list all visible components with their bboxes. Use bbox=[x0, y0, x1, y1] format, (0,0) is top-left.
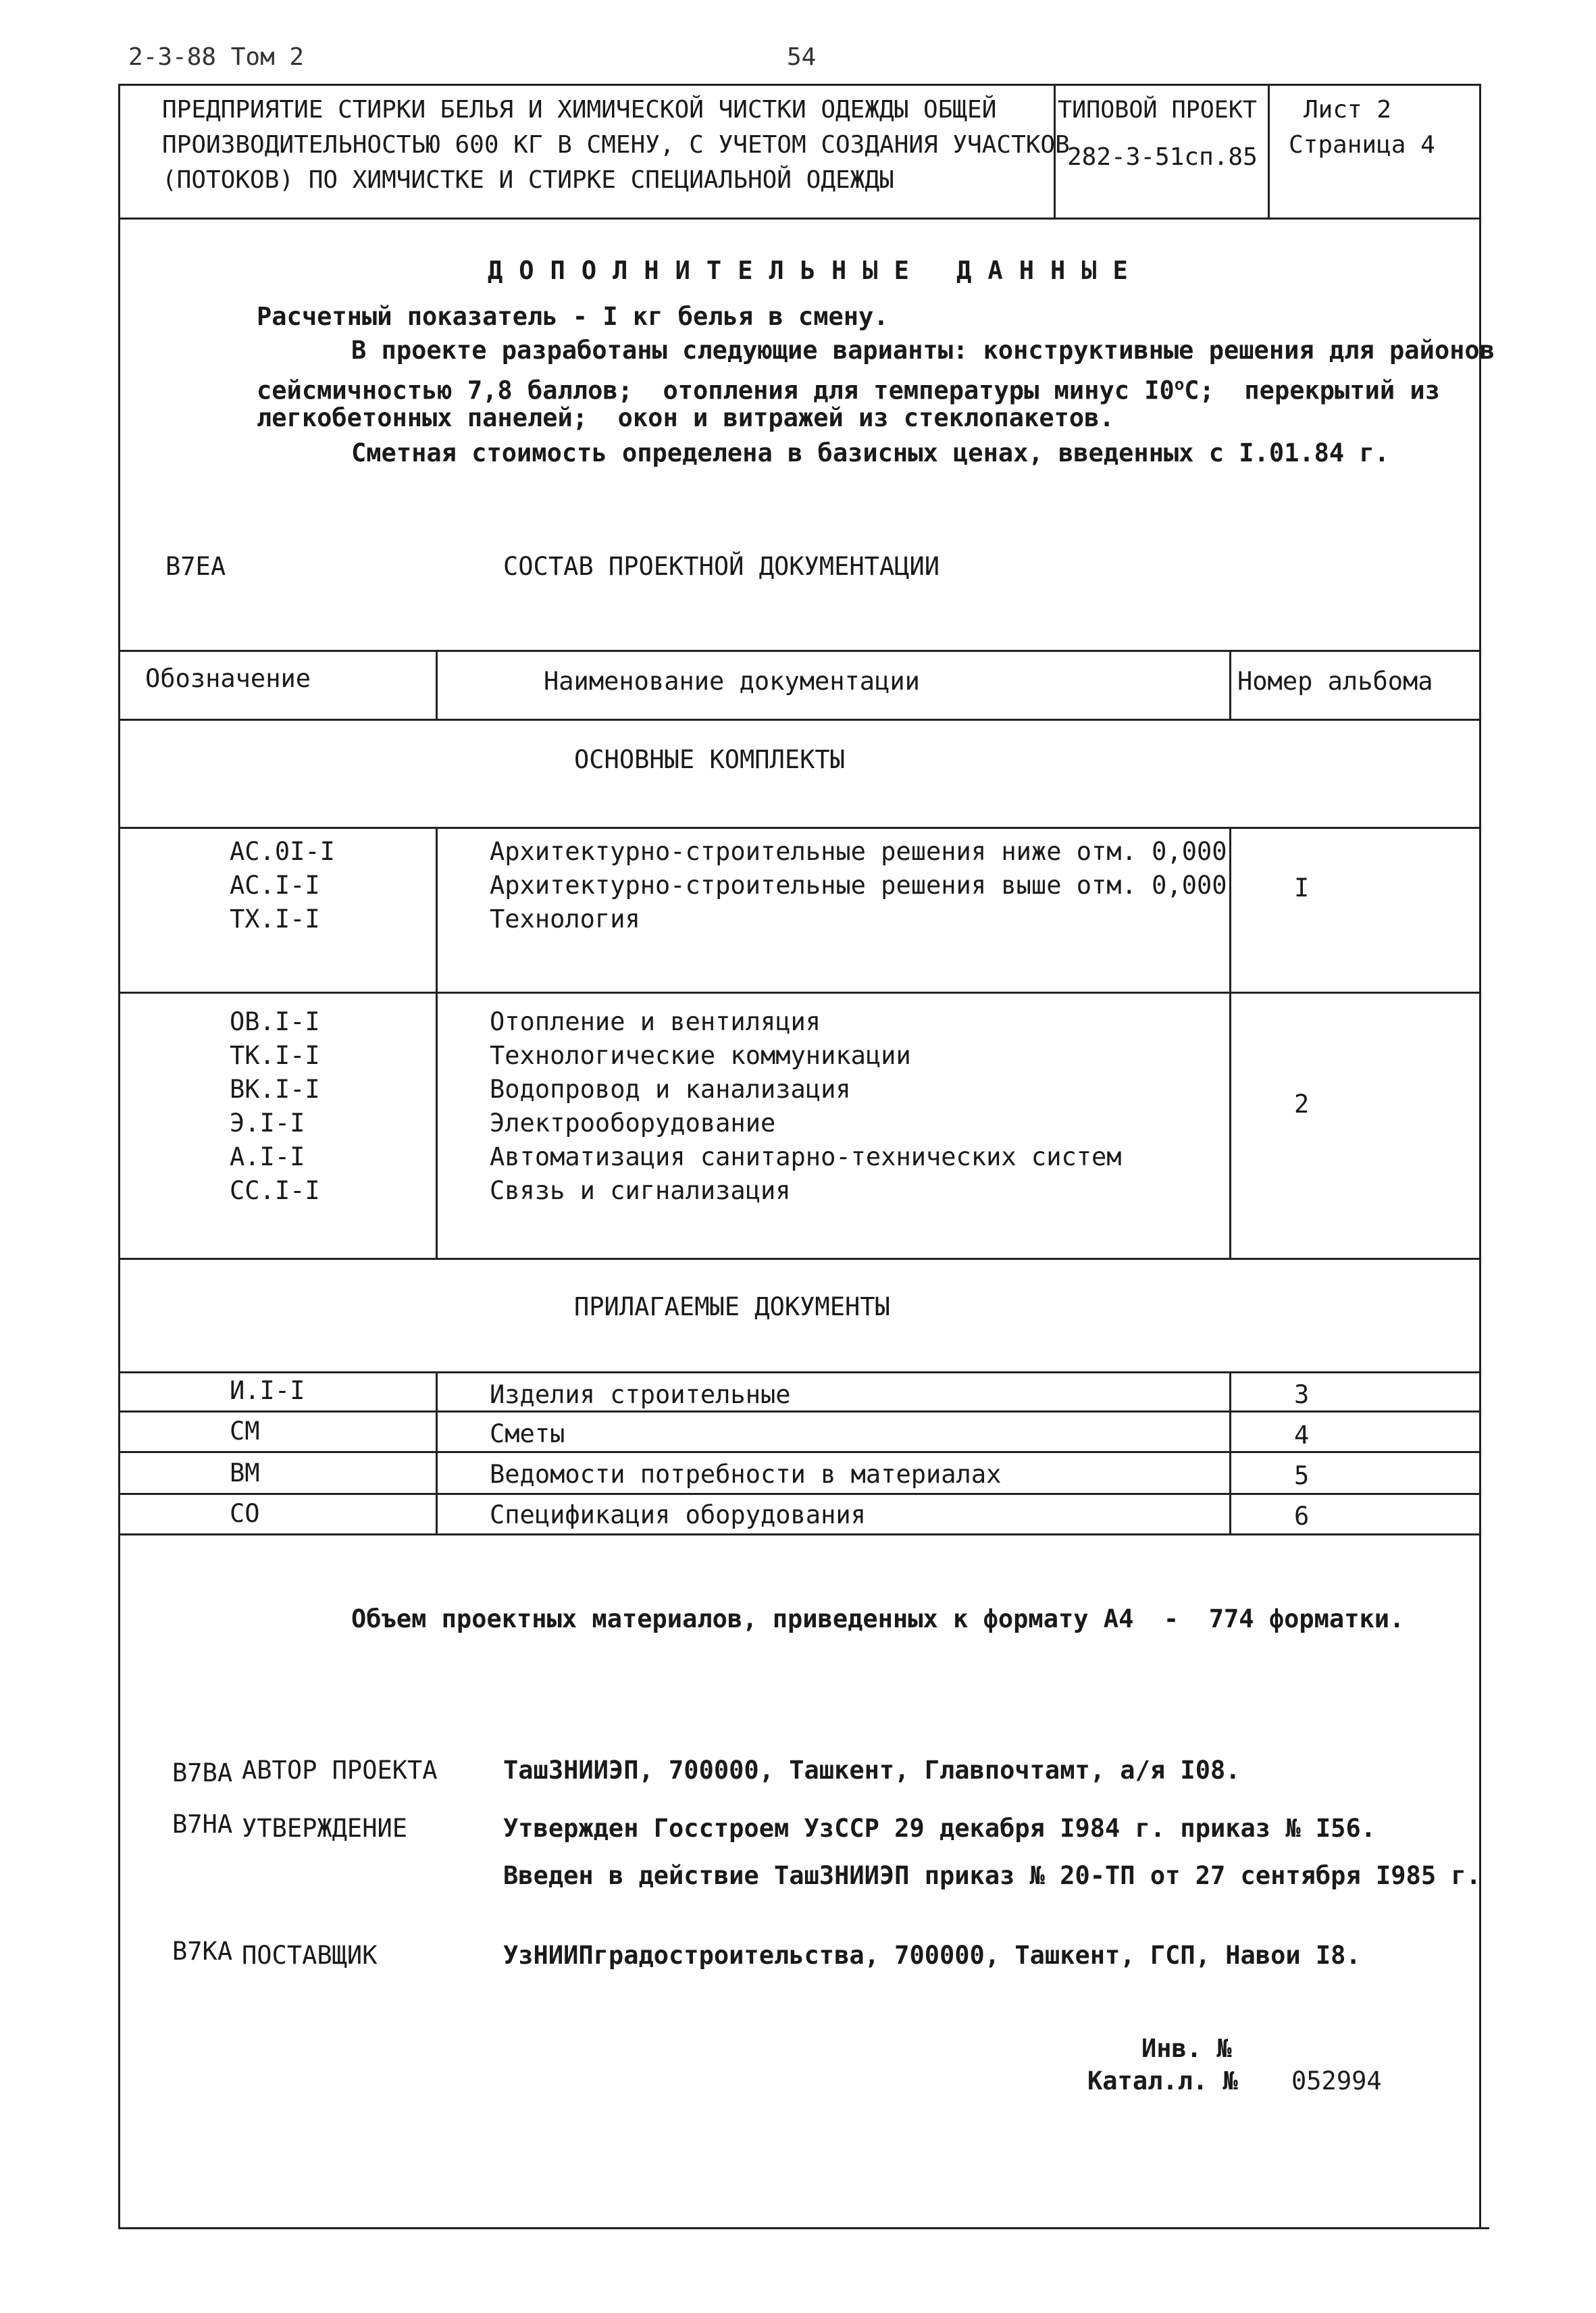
attached-name-2: Сметы bbox=[490, 1419, 565, 1448]
supplier-label: ПОСТАВЩИК bbox=[242, 1941, 378, 1970]
col-divider-main-2 bbox=[1229, 827, 1231, 1259]
group2-name-4: Электрооборудование bbox=[490, 1109, 776, 1138]
approval-line-2: Введен в действие ТашЗНИИЭП приказ № 20-ТП от 27 сентября I985 г. bbox=[503, 1861, 1481, 1890]
attached-row-2-bottom bbox=[118, 1451, 1481, 1453]
attached-album-4: 6 bbox=[1294, 1502, 1310, 1531]
section-main-bottom bbox=[118, 827, 1481, 829]
attached-code-4: СО bbox=[230, 1499, 260, 1528]
approval-line-1: Утвержден Госстроем УзССР 29 декабря I984 г. приказ № I56. bbox=[503, 1814, 1376, 1843]
group2-code-1: ОВ.I-I bbox=[230, 1007, 320, 1036]
group1-name-3: Технология bbox=[490, 905, 640, 934]
inventory-label: Инв. № bbox=[1141, 2034, 1232, 2063]
group2-name-5: Автоматизация санитарно-технических систем bbox=[490, 1142, 1122, 1171]
section-main-title: ОСНОВНЫЕ КОМПЛЕКТЫ bbox=[574, 745, 845, 774]
group2-code-6: СС.I-I bbox=[230, 1176, 320, 1205]
group2-code-4: Э.I-I bbox=[230, 1109, 305, 1138]
group1-album: I bbox=[1294, 873, 1310, 903]
additional-line-3: сейсмичностью 7,8 баллов; отопления для температуры минус $I0^оС$; перекрытий из bbox=[257, 375, 1440, 405]
composition-code: В7ЕА bbox=[165, 552, 226, 581]
additional-line-1: Расчетный показатель - I кг белья в смену. bbox=[257, 302, 889, 331]
title-line-3: (ПОТОКОВ) ПО ХИМЧИСТКЕ И СТИРКЕ СПЕЦИАЛЬНОЙ ОДЕЖДЫ bbox=[162, 166, 894, 194]
frame-left bbox=[118, 84, 120, 2229]
additional-line-5: Сметная стоимость определена в базисных ценах, введенных с I.01.84 г. bbox=[351, 438, 1390, 467]
attached-album-1: 3 bbox=[1294, 1380, 1310, 1409]
group2-name-3: Водопровод и канализация bbox=[490, 1075, 851, 1104]
col-divider-header-1 bbox=[436, 650, 438, 720]
table-bottom-line bbox=[118, 1533, 1481, 1535]
supplier-code: В7КА bbox=[172, 1937, 233, 1966]
header-page-number: 54 bbox=[787, 43, 817, 71]
frame-bottom bbox=[118, 2227, 1489, 2229]
group2-album: 2 bbox=[1294, 1090, 1310, 1119]
group2-bottom bbox=[118, 1258, 1481, 1260]
attached-code-1: И.I-I bbox=[230, 1376, 305, 1405]
additional-line-2: В проекте разработаны следующие варианты: конструктивные решения для районов bbox=[351, 336, 1495, 365]
header-album-number: Номер альбома bbox=[1237, 667, 1433, 696]
group2-code-3: ВК.I-I bbox=[230, 1075, 320, 1104]
attached-code-2: СМ bbox=[230, 1417, 260, 1446]
additional-data-heading: ДОПОЛНИТЕЛЬНЫЕ ДАННЫЕ bbox=[488, 256, 1144, 285]
approval-code: В7НА bbox=[172, 1810, 233, 1839]
table-top-line bbox=[118, 650, 1481, 652]
approval-label: УТВЕРЖДЕНИЕ bbox=[242, 1814, 408, 1843]
page-label: Страница 4 bbox=[1289, 131, 1435, 159]
attached-name-3: Ведомости потребности в материалах bbox=[490, 1460, 1002, 1489]
group2-code-5: А.I-I bbox=[230, 1142, 305, 1171]
title-line-2: ПРОИЗВОДИТЕЛЬНОСТЬЮ 600 КГ В СМЕНУ, С УЧЕТОМ СОЗДАНИЯ УЧАСТКОВ bbox=[162, 131, 1070, 159]
col-divider-attached-2 bbox=[1229, 1371, 1231, 1535]
frame-top bbox=[118, 84, 1481, 86]
group2-name-1: Отопление и вентиляция bbox=[490, 1007, 821, 1036]
attached-code-3: ВМ bbox=[230, 1458, 260, 1488]
title-block-bottom bbox=[118, 218, 1481, 220]
group1-name-2: Архитектурно-строительные решения выше отм. 0,000 bbox=[490, 871, 1227, 900]
group1-code-2: АС.I-I bbox=[230, 871, 320, 900]
author-label: АВТОР ПРОЕКТА bbox=[242, 1756, 438, 1785]
header-designation: Обозначение bbox=[145, 664, 311, 693]
additional-line-4: легкобетонных панелей; окон и витражей из стеклопакетов. bbox=[257, 403, 1114, 432]
attached-album-3: 5 bbox=[1294, 1461, 1310, 1490]
volume-note: Объем проектных материалов, приведенных к формату А4 - 774 форматки. bbox=[351, 1604, 1405, 1633]
frame-right bbox=[1479, 84, 1481, 2229]
group2-name-6: Связь и сигнализация bbox=[490, 1176, 791, 1205]
header-doc-name: Наименование документации bbox=[544, 667, 920, 696]
catalog-number: 052994 bbox=[1291, 2066, 1382, 2095]
group2-code-2: ТК.I-I bbox=[230, 1041, 320, 1070]
supplier-text: УзНИИПградостроительства, 700000, Ташкент, ГСП, Навои I8. bbox=[503, 1941, 1361, 1970]
section-attached-bottom bbox=[118, 1371, 1481, 1373]
group1-bottom bbox=[118, 992, 1481, 994]
title-line-1: ПРЕДПРИЯТИЕ СТИРКИ БЕЛЬЯ И ХИМИЧЕСКОЙ ЧИСТКИ ОДЕЖДЫ ОБЩЕЙ bbox=[162, 96, 997, 124]
project-number: 282-3-51сп.85 bbox=[1067, 143, 1258, 171]
composition-heading: СОСТАВ ПРОЕКТНОЙ ДОКУМЕНТАЦИИ bbox=[503, 552, 940, 581]
sheet-number: Лист 2 bbox=[1304, 96, 1392, 124]
col-divider-attached-1 bbox=[436, 1371, 438, 1535]
attached-name-1: Изделия строительные bbox=[490, 1380, 791, 1409]
table-header-bottom bbox=[118, 719, 1481, 721]
title-divider-2 bbox=[1268, 84, 1270, 219]
group1-name-1: Архитектурно-строительные решения ниже отм. 0,000 bbox=[490, 837, 1227, 866]
catalog-label: Катал.л. № bbox=[1087, 2066, 1238, 2095]
attached-row-3-bottom bbox=[118, 1493, 1481, 1495]
header-left-code: 2-3-88 Том 2 bbox=[128, 43, 305, 71]
group2-name-2: Технологические коммуникации bbox=[490, 1041, 911, 1070]
group1-code-1: АС.0I-I bbox=[230, 837, 335, 866]
project-type: ТИПОВОЙ ПРОЕКТ bbox=[1058, 97, 1258, 124]
group1-code-3: ТХ.I-I bbox=[230, 905, 320, 934]
section-attached-title: ПРИЛАГАЕМЫЕ ДОКУМЕНТЫ bbox=[574, 1292, 890, 1321]
col-divider-main-1 bbox=[436, 827, 438, 1259]
attached-name-4: Спецификация оборудования bbox=[490, 1500, 866, 1529]
col-divider-header-2 bbox=[1229, 650, 1231, 720]
author-code: В7ВА bbox=[172, 1758, 233, 1787]
attached-row-1-bottom bbox=[118, 1410, 1481, 1413]
author-text: ТашЗНИИЭП, 700000, Ташкент, Главпочтамт, а/я I08. bbox=[503, 1756, 1241, 1785]
attached-album-2: 4 bbox=[1294, 1421, 1310, 1450]
